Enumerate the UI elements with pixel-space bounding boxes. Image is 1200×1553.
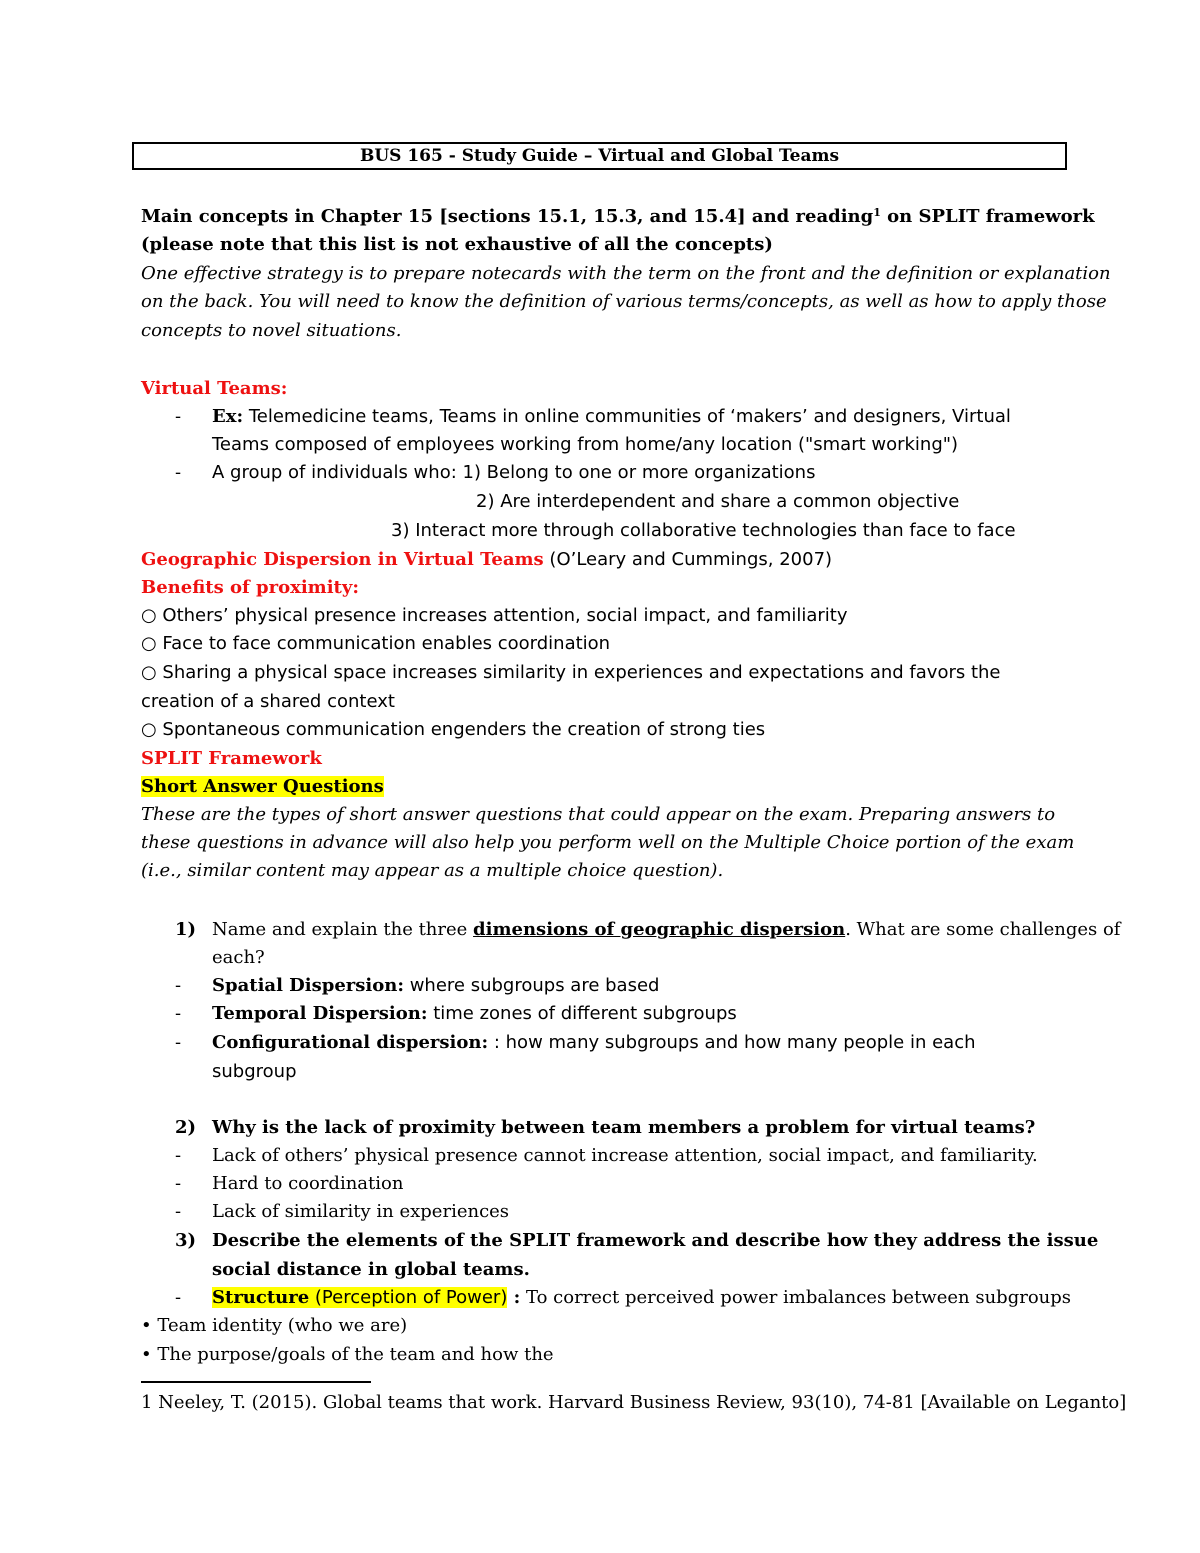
answer-label: Configurational dispersion:	[212, 1032, 489, 1053]
intro-note: (please note that this list is not exhaustive of all the concepts)	[141, 234, 773, 255]
answer-item-continued: subgroup	[212, 1061, 297, 1082]
saq-intro-line: (i.e., similar content may appear as a multiple choice question).	[141, 860, 724, 881]
answer-text: where subgroups are based	[403, 975, 660, 996]
answer-text: To correct perceived power imbalances between subgroups	[520, 1287, 1072, 1308]
question-number: 1)	[175, 919, 197, 940]
list-dash: -	[175, 1003, 182, 1024]
footnote-divider	[141, 1381, 371, 1383]
answer-text: : how many subgroups and how many people in each	[488, 1032, 976, 1053]
question-number: 2)	[175, 1117, 197, 1138]
answer-item	[212, 1029, 976, 1057]
intro-tip-line: concepts to novel situations.	[141, 320, 402, 341]
answer-item: Hard to coordination	[212, 1173, 404, 1194]
question-keyword: dimensions of geographic dispersion	[473, 919, 846, 940]
heading-text: Geographic Dispersion in Virtual Teams	[141, 549, 544, 570]
answer-item	[212, 972, 659, 1000]
list-dash: -	[175, 1145, 182, 1166]
list-dash: -	[175, 1201, 182, 1222]
answer-label: Spatial Dispersion:	[212, 975, 404, 996]
question-number: 3)	[175, 1230, 197, 1251]
answer-label: Structure	[212, 1287, 310, 1308]
answer-item: Lack of others’ physical presence cannot increase attention, social impact, and familiarity.	[212, 1145, 1038, 1166]
answer-item: Lack of similarity in experiences	[212, 1201, 510, 1222]
bullet-item: • The purpose/goals of the team and how the	[141, 1344, 554, 1365]
intro-heading-text: Main concepts in Chapter 15 [sections 15.1, 15.3, and 15.4] and reading	[141, 206, 874, 227]
answer-label-paren: (Perception of Power)	[309, 1287, 508, 1308]
footnote-ref[interactable]: 1	[873, 206, 881, 219]
question-text	[212, 916, 1120, 944]
answer-item	[212, 1284, 1071, 1312]
question-text-part: . What are some challenges of	[845, 919, 1121, 940]
answer-text: time zones of different subgroups	[427, 1003, 737, 1024]
answer-colon: :	[507, 1287, 521, 1308]
section-heading-split: SPLIT Framework	[141, 748, 322, 769]
section-heading-geographic-dispersion	[141, 546, 832, 574]
section-heading-virtual-teams: Virtual Teams:	[141, 378, 288, 399]
list-item: A group of individuals who: 1) Belong to one or more organizations	[212, 462, 816, 483]
benefit-item: ○ Others’ physical presence increases attention, social impact, and familiarity	[141, 605, 848, 626]
bullet-item: • Team identity (who we are)	[141, 1315, 408, 1336]
list-item-continued: Teams composed of employees working from home/any location ("smart working")	[212, 434, 959, 455]
list-item	[212, 403, 1011, 431]
list-dash: -	[175, 975, 182, 996]
answer-label: Temporal Dispersion:	[212, 1003, 428, 1024]
section-heading-short-answer	[141, 773, 384, 801]
question-text-continued: social distance in global teams.	[212, 1259, 530, 1280]
highlighted-heading: Short Answer Questions	[141, 776, 384, 797]
question-text-part: Name and explain the three	[212, 919, 474, 940]
benefit-item: ○ Spontaneous communication engenders the creation of strong ties	[141, 719, 766, 740]
intro-tip-line: on the back. You will need to know the definition of various terms/concepts, as well as how to apply those	[141, 291, 1107, 312]
benefit-item: ○ Sharing a physical space increases similarity in experiences and expectations and favors the	[141, 662, 1001, 683]
list-dash: -	[175, 1173, 182, 1194]
footnote: 1 Neeley, T. (2015). Global teams that work. Harvard Business Review, 93(10), 74-81 [Available on Leganto]	[141, 1392, 1127, 1413]
question-text: Describe the elements of the SPLIT framework and describe how they address the issue	[212, 1230, 1099, 1251]
item-text: Telemedicine teams, Teams in online communities of ‘makers’ and designers, Virtual	[243, 406, 1011, 427]
intro-heading	[141, 203, 1095, 231]
intro-heading-suffix: on SPLIT framework	[880, 206, 1095, 227]
section-heading-benefits: Benefits of proximity:	[141, 577, 359, 598]
item-label: Ex:	[212, 406, 244, 427]
question-text-continued: each?	[212, 947, 265, 968]
page-title: BUS 165 - Study Guide – Virtual and Global Teams	[132, 142, 1067, 170]
list-dash: -	[175, 462, 182, 483]
citation: (O’Leary and Cummings, 2007)	[543, 549, 833, 570]
answer-item	[212, 1000, 737, 1028]
list-dash: -	[175, 1287, 182, 1308]
intro-tip-line: One effective strategy is to prepare notecards with the term on the front and the definition or explanation	[141, 263, 1111, 284]
saq-intro-line: These are the types of short answer questions that could appear on the exam. Preparing answers to	[141, 804, 1056, 825]
list-item-continued: 3) Interact more through collaborative technologies than face to face	[391, 520, 1016, 541]
benefit-item: ○ Face to face communication enables coordination	[141, 633, 611, 654]
benefit-item-continued: creation of a shared context	[141, 691, 395, 712]
saq-intro-line: these questions in advance will also help you perform well on the Multiple Choice portion of the exam	[141, 832, 1075, 853]
list-dash: -	[175, 406, 182, 427]
list-item-continued: 2) Are interdependent and share a common objective	[476, 491, 960, 512]
list-dash: -	[175, 1032, 182, 1053]
question-text: Why is the lack of proximity between team members a problem for virtual teams?	[212, 1117, 1036, 1138]
